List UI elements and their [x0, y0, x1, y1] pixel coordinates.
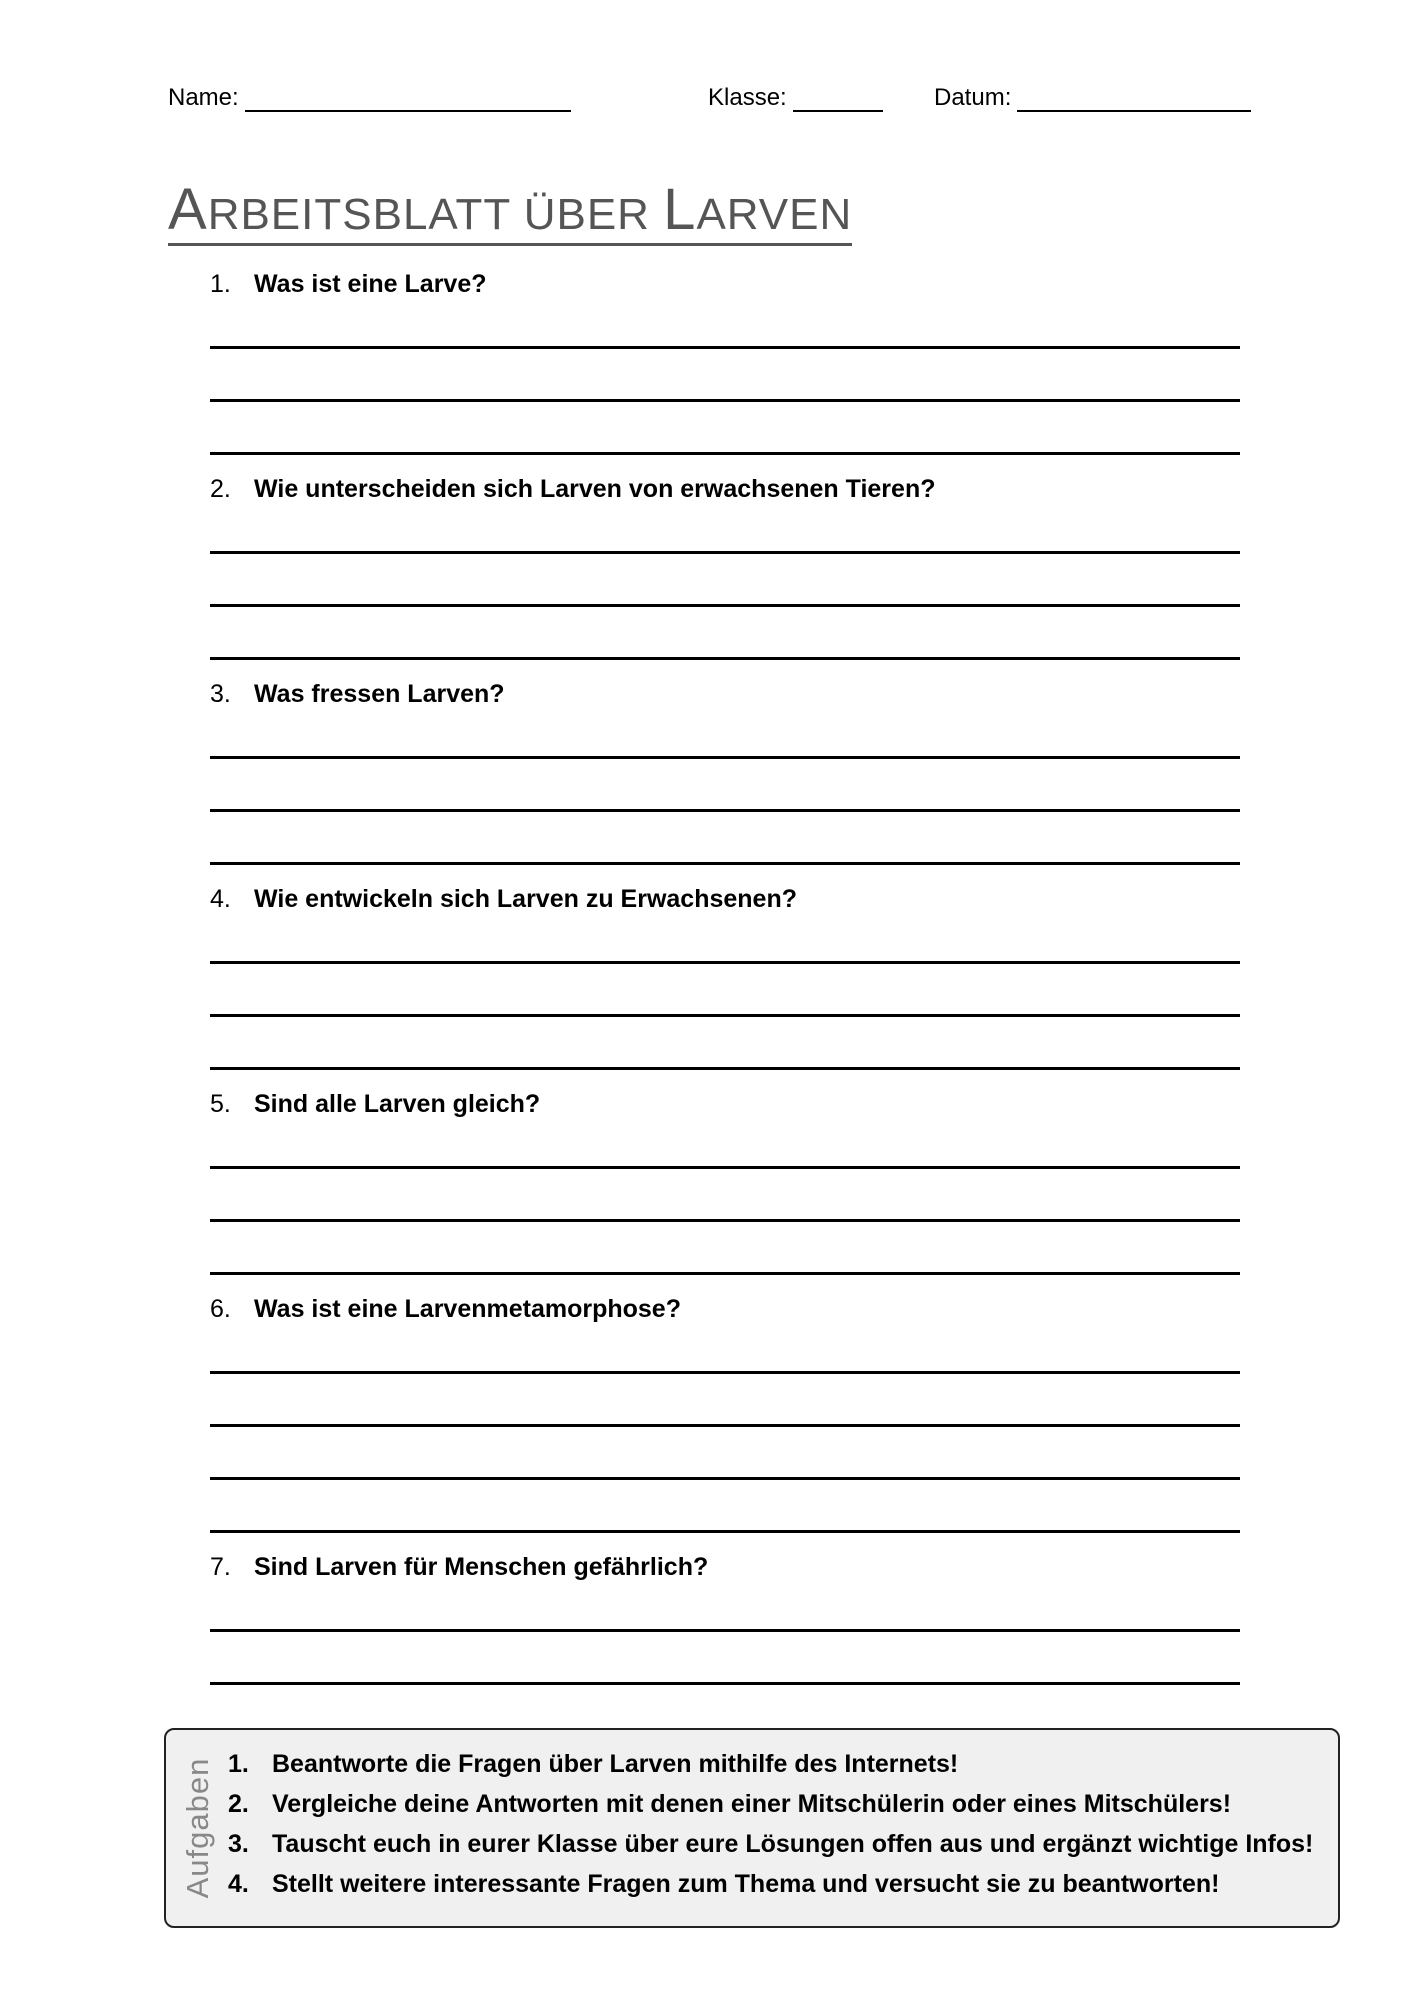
- question-text: Sind alle Larven gleich?: [254, 1090, 541, 1118]
- answer-line[interactable]: [210, 964, 1240, 1017]
- question-item: [210, 471, 1240, 676]
- task-number: 2.: [228, 1790, 249, 1818]
- task-item: [228, 1744, 1328, 1784]
- question-text: Wie entwickeln sich Larven zu Erwachsenen?: [254, 885, 798, 913]
- answer-line[interactable]: [210, 402, 1240, 455]
- answer-line[interactable]: [210, 917, 1240, 964]
- task-item: [228, 1824, 1328, 1864]
- question-number: 1.: [210, 270, 231, 298]
- answer-line[interactable]: [210, 607, 1240, 660]
- task-number: 4.: [228, 1870, 249, 1898]
- name-blank[interactable]: [245, 86, 571, 112]
- answer-line[interactable]: [210, 812, 1240, 865]
- answer-line[interactable]: [210, 349, 1240, 402]
- class-field: [708, 84, 883, 112]
- question-item: [210, 676, 1240, 881]
- question-item: [210, 266, 1240, 471]
- answer-line[interactable]: [210, 302, 1240, 349]
- question-number: 6.: [210, 1295, 231, 1323]
- question-heading: [210, 1549, 1240, 1585]
- name-field: [168, 84, 571, 112]
- question-number: 4.: [210, 885, 231, 913]
- task-text: Beantworte die Fragen über Larven mithilfe des Internets!: [272, 1750, 959, 1778]
- answer-line[interactable]: [210, 759, 1240, 812]
- answer-line[interactable]: [210, 1327, 1240, 1374]
- date-label: Datum:: [934, 84, 1012, 111]
- question-number: 2.: [210, 475, 231, 503]
- question-heading: [210, 676, 1240, 712]
- question-text: Was ist eine Larvenmetamorphose?: [254, 1295, 681, 1323]
- answer-line[interactable]: [210, 554, 1240, 607]
- tasks-box: [164, 1728, 1340, 1928]
- question-list: [210, 266, 1240, 1754]
- name-label: Name:: [168, 84, 239, 111]
- class-label: Klasse:: [708, 84, 787, 111]
- task-number: 3.: [228, 1830, 249, 1858]
- task-number: 1.: [228, 1750, 249, 1778]
- date-field: [934, 84, 1251, 112]
- answer-line[interactable]: [210, 1169, 1240, 1222]
- task-item: [228, 1784, 1328, 1824]
- answer-line[interactable]: [210, 712, 1240, 759]
- tasks-box-label: Aufgaben: [180, 1757, 215, 1899]
- question-heading: [210, 471, 1240, 507]
- question-number: 3.: [210, 680, 231, 708]
- answer-line[interactable]: [210, 1017, 1240, 1070]
- question-text: Was ist eine Larve?: [254, 270, 487, 298]
- answer-line[interactable]: [210, 1222, 1240, 1275]
- question-number: 7.: [210, 1553, 231, 1581]
- question-text: Wie unterscheiden sich Larven von erwachsenen Tieren?: [254, 475, 936, 503]
- question-text: Was fressen Larven?: [254, 680, 505, 708]
- answer-line[interactable]: [210, 1585, 1240, 1632]
- question-item: [210, 881, 1240, 1086]
- question-heading: [210, 1086, 1240, 1122]
- question-item: [210, 1086, 1240, 1291]
- task-text: Stellt weitere interessante Fragen zum Thema und versucht sie zu beantworten!: [272, 1870, 1220, 1898]
- tasks-list: [228, 1744, 1328, 1904]
- question-heading: [210, 881, 1240, 917]
- question-number: 5.: [210, 1090, 231, 1118]
- date-blank[interactable]: [1017, 86, 1251, 112]
- question-heading: [210, 266, 1240, 302]
- question-item: [210, 1291, 1240, 1549]
- answer-line[interactable]: [210, 1122, 1240, 1169]
- question-item: [210, 1549, 1240, 1754]
- answer-line[interactable]: [210, 1480, 1240, 1533]
- header: [168, 84, 1248, 120]
- task-text: Tauscht euch in eurer Klasse über eure Lösungen offen aus und ergänzt wichtige Infos!: [272, 1830, 1314, 1858]
- answer-line[interactable]: [210, 1632, 1240, 1685]
- answer-line[interactable]: [210, 1427, 1240, 1480]
- question-heading: [210, 1291, 1240, 1327]
- task-item: [228, 1864, 1328, 1904]
- class-blank[interactable]: [793, 86, 883, 112]
- task-text: Vergleiche deine Antworten mit denen einer Mitschülerin oder eines Mitschülers!: [272, 1790, 1232, 1818]
- answer-line[interactable]: [210, 507, 1240, 554]
- page-title: ARBEITSBLATT ÜBER LARVEN: [168, 180, 852, 246]
- question-text: Sind Larven für Menschen gefährlich?: [254, 1553, 709, 1581]
- answer-line[interactable]: [210, 1374, 1240, 1427]
